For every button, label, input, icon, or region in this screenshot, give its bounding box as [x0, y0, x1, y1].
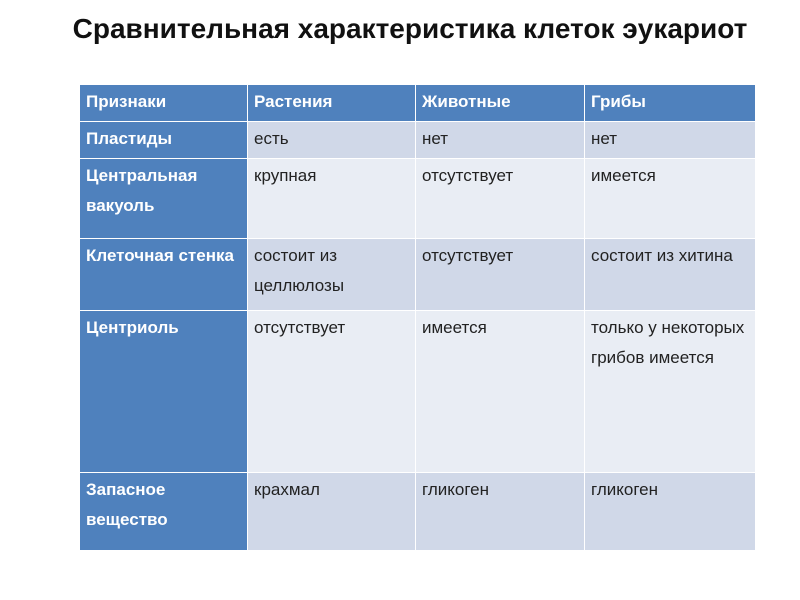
header-animals: Животные [416, 85, 585, 122]
cell-plants: состоит из целлюлозы [248, 239, 416, 311]
header-fungi: Грибы [585, 85, 756, 122]
cell-plants: крахмал [248, 473, 416, 551]
cell-fungi: имеется [585, 159, 756, 239]
cell-plants: есть [248, 122, 416, 159]
cell-plants: отсутствует [248, 311, 416, 473]
table-header-row [80, 85, 756, 122]
row-feature: Пластиды [80, 122, 248, 159]
cell-fungi: нет [585, 122, 756, 159]
cell-fungi: только у некоторых грибов имеется [585, 311, 756, 473]
table-row [80, 473, 756, 551]
comparison-table [79, 84, 756, 551]
header-features: Признаки [80, 85, 248, 122]
table-row [80, 159, 756, 239]
table-row [80, 311, 756, 473]
row-feature: Центриоль [80, 311, 248, 473]
cell-fungi: гликоген [585, 473, 756, 551]
row-feature: Запасное вещество [80, 473, 248, 551]
cell-animals: гликоген [416, 473, 585, 551]
table-row [80, 239, 756, 311]
row-feature: Центральная вакуоль [80, 159, 248, 239]
cell-fungi: состоит из хитина [585, 239, 756, 311]
row-feature: Клеточная стенка [80, 239, 248, 311]
cell-animals: отсутствует [416, 239, 585, 311]
header-plants: Растения [248, 85, 416, 122]
table-row [80, 122, 756, 159]
cell-animals: имеется [416, 311, 585, 473]
cell-plants: крупная [248, 159, 416, 239]
slide-title: Сравнительная характеристика клеток эукариот [72, 13, 748, 44]
cell-animals: отсутствует [416, 159, 585, 239]
cell-animals: нет [416, 122, 585, 159]
